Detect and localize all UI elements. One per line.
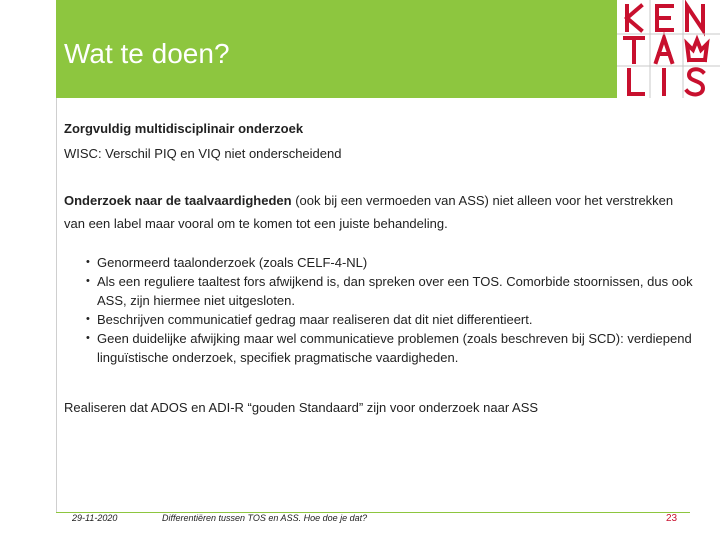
bullet-list — [64, 253, 694, 367]
slide-content — [64, 120, 694, 418]
bullet-item: • Geen duidelijke afwijking maar wel communicatieve problemen (zoals beschreven bij SCD): verdiepend linguïstische onderzoek, specifiek pragmatische vaardigheden. — [86, 329, 694, 367]
ados-paragraph: Realiseren dat ADOS en ADI-R “gouden Standaard” zijn voor onderzoek naar ASS — [64, 400, 539, 416]
bullet-item: • Als een reguliere taaltest fors afwijkend is, dan spreken over een TOS. Comorbide stoornissen, dus ook ASS, zijn hiermee niet uitgesloten. — [86, 272, 694, 310]
taalvaardigheden-rest: (ook bij een vermoeden van ASS) niet alleen voor het verstrekken van een label maar vooral om te komen tot een juiste behandeling. — [64, 193, 674, 232]
footer-title: Differentiëren tussen TOS en ASS. Hoe doe je dat? — [162, 513, 368, 523]
footer-date: 29-11-2020 — [72, 513, 118, 523]
wisc-line: WISC: Verschil PIQ en VIQ niet onderscheidend — [64, 146, 342, 162]
slide-title: Wat te doen? — [64, 38, 230, 69]
bullet-item: • Genormeerd taalonderzoek (zoals CELF-4-NL) — [86, 253, 694, 272]
page-number: 23 — [666, 513, 678, 524]
kentalis-logo — [617, 0, 720, 98]
taalvaardigheden-bold: Onderzoek naar de taalvaardigheden — [64, 193, 296, 209]
left-rule — [56, 98, 57, 513]
footer-divider — [56, 512, 690, 513]
heading-onderzoek: Zorgvuldig multidisciplinair onderzoek — [64, 121, 304, 136]
kentalis-logo-svg — [617, 0, 720, 98]
bullet-item: • Beschrijven communicatief gedrag maar realiseren dat dit niet differentieert. — [86, 310, 694, 329]
taalvaardigheden-paragraph — [64, 189, 694, 235]
